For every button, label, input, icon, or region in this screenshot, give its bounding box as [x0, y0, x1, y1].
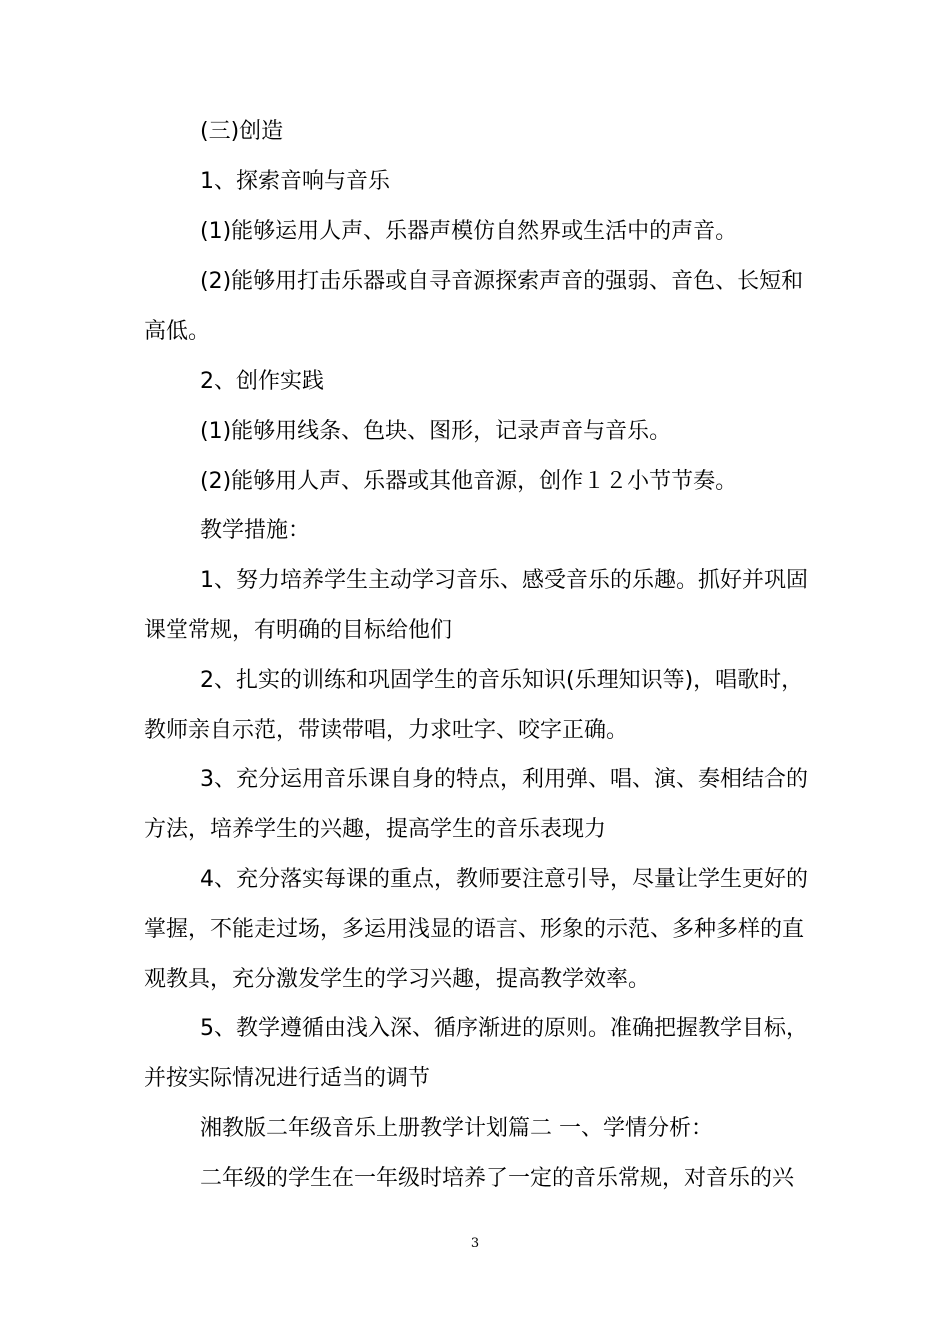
paragraph-line: 2、扎实的训练和巩固学生的音乐知识(乐理知识等)，唱歌时，	[200, 668, 804, 693]
subheading: 1、探索音响与音乐	[200, 169, 390, 194]
section-heading: (三)创造	[200, 119, 284, 144]
subheading: 2、创作实践	[200, 369, 324, 394]
section-heading: 教学措施：	[200, 518, 311, 543]
section-heading: 湘教版二年级音乐上册教学计划篇二 一、学情分析：	[200, 1116, 713, 1141]
paragraph-line: 课堂常规，有明确的目标给他们	[144, 618, 453, 643]
paragraph-line: 方法，培养学生的兴趣，提高学生的音乐表现力	[144, 817, 607, 842]
paragraph-line: (2)能够用人声、乐器或其他音源，创作１２小节节奏。	[200, 469, 738, 494]
paragraph-line: (2)能够用打击乐器或自寻音源探索声音的强弱、音色、长短和	[200, 269, 804, 294]
paragraph-line: 5、教学遵循由浅入深、循序渐进的原则。准确把握教学目标，	[200, 1016, 808, 1041]
paragraph-line: 3、充分运用音乐课自身的特点，利用弹、唱、演、奏相结合的	[200, 767, 808, 792]
paragraph-line: 高低。	[144, 319, 211, 344]
page-number: 3	[470, 1236, 480, 1251]
paragraph-line: (1)能够运用人声、乐器声模仿自然界或生活中的声音。	[200, 219, 738, 244]
paragraph-line: 掌握，不能走过场，多运用浅显的语言、形象的示范、多种多样的直	[144, 917, 805, 942]
paragraph-line: 1、努力培养学生主动学习音乐、感受音乐的乐趣。抓好并巩固	[200, 568, 808, 593]
paragraph-line: 观教具，充分激发学生的学习兴趣，提高教学效率。	[144, 967, 651, 992]
paragraph-line: 二年级的学生在一年级时培养了一定的音乐常规，对音乐的兴	[200, 1166, 795, 1191]
paragraph-line: 教师亲自示范，带读带唱，力求吐字、咬字正确。	[144, 718, 629, 743]
paragraph-line: 4、充分落实每课的重点，教师要注意引导，尽量让学生更好的	[200, 867, 808, 892]
paragraph-line: 并按实际情况进行适当的调节	[144, 1066, 431, 1091]
paragraph-line: (1)能够用线条、色块、图形，记录声音与音乐。	[200, 419, 672, 444]
